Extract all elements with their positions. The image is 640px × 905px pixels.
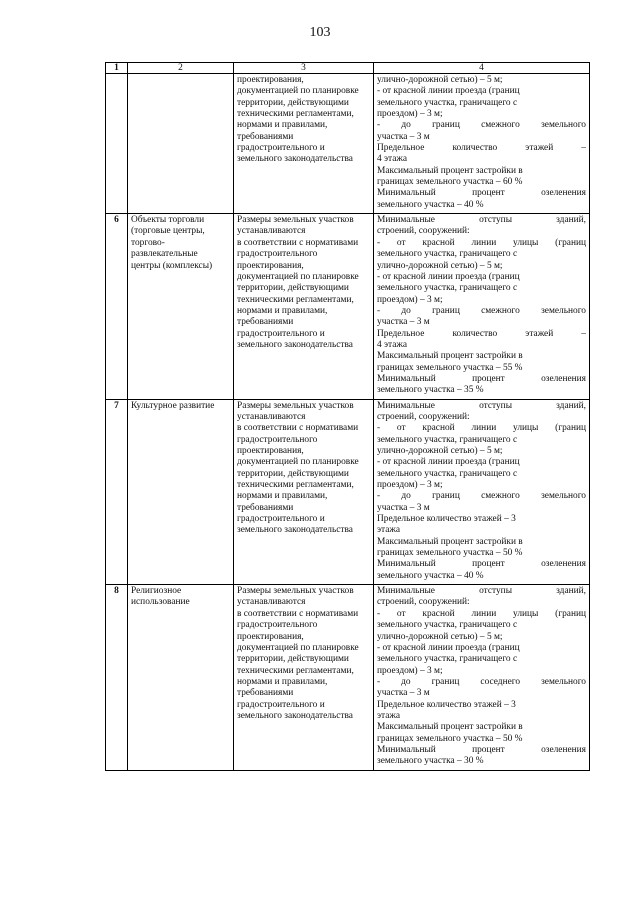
table-row bbox=[106, 585, 590, 771]
building-parameters-line: улично-дорожной сетью) – 5 м; bbox=[377, 260, 503, 271]
page-number: 103 bbox=[309, 25, 331, 40]
building-parameters bbox=[374, 399, 590, 585]
row-number: 6 bbox=[106, 214, 128, 400]
building-parameters-line: Предельное количество этажей – bbox=[377, 328, 586, 339]
plot-size-rules bbox=[234, 74, 374, 214]
use-type-name-line: (торговые центры, bbox=[131, 226, 205, 237]
zoning-table bbox=[105, 62, 590, 771]
plot-size-rules-line: Размеры земельных участков bbox=[237, 586, 354, 597]
plot-size-rules-line: территории, действующими bbox=[237, 283, 349, 294]
building-parameters-line: Минимальный процент озеленения bbox=[377, 188, 586, 199]
plot-size-rules-line: территории, действующими bbox=[237, 654, 349, 665]
building-parameters-line: - от красной линии проезда (границ bbox=[377, 86, 520, 97]
building-parameters-line: земельного участка – 35 % bbox=[377, 385, 484, 396]
plot-size-rules-line: земельного законодательства bbox=[237, 154, 353, 165]
building-parameters-line: Минимальные отступы зданий, bbox=[377, 400, 586, 411]
building-parameters-line: - от красной линии улицы (границ bbox=[377, 423, 586, 434]
building-parameters-line: - от красной линии проезда (границ bbox=[377, 271, 520, 282]
plot-size-rules-line: градостроительного bbox=[237, 434, 318, 445]
building-parameters-line: - от красной линии улицы (границ bbox=[377, 237, 586, 248]
building-parameters-line: участка – 3 м bbox=[377, 317, 430, 328]
building-parameters-line: проездом) – 3 м; bbox=[377, 665, 443, 676]
plot-size-rules-line: требованиями bbox=[237, 502, 294, 513]
building-parameters-line: участка – 3 м bbox=[377, 688, 430, 699]
plot-size-rules bbox=[234, 399, 374, 585]
plot-size-rules bbox=[234, 585, 374, 771]
building-parameters-line: Предельное количество этажей – bbox=[377, 143, 586, 154]
building-parameters-line: границах земельного участка – 50 % bbox=[377, 548, 523, 559]
building-parameters-line: земельного участка, граничащего с bbox=[377, 468, 518, 479]
building-parameters-line: - до границ смежного земельного bbox=[377, 305, 586, 316]
header-col-2: 2 bbox=[128, 63, 234, 74]
use-type-name-line: центры (комплексы) bbox=[131, 260, 213, 271]
plot-size-rules-line: нормами и правилами, bbox=[237, 491, 328, 502]
use-type-name-line: использование bbox=[131, 597, 190, 608]
building-parameters-line: Максимальный процент застройки в bbox=[377, 536, 523, 547]
building-parameters bbox=[374, 74, 590, 214]
table-row bbox=[106, 214, 590, 400]
building-parameters-line: Предельное количество этажей – 3 bbox=[377, 514, 516, 525]
building-parameters-line: строений, сооружений: bbox=[377, 411, 470, 422]
building-parameters-line: улично-дорожной сетью) – 5 м; bbox=[377, 631, 503, 642]
table-row bbox=[106, 74, 590, 214]
plot-size-rules-line: техническими регламентами, bbox=[237, 109, 354, 120]
plot-size-rules-line: земельного законодательства bbox=[237, 525, 353, 536]
header-col-4: 4 bbox=[374, 63, 590, 74]
building-parameters-line: земельного участка, граничащего с bbox=[377, 283, 518, 294]
building-parameters-line: Максимальный процент застройки в bbox=[377, 351, 523, 362]
building-parameters-line: 4 этажа bbox=[377, 154, 408, 165]
plot-size-rules-line: проектирования, bbox=[237, 446, 304, 456]
building-parameters-line: границах земельного участка – 55 % bbox=[377, 362, 523, 373]
plot-size-rules-line: проектирования, bbox=[237, 75, 304, 85]
building-parameters-line: земельного участка, граничащего с bbox=[377, 97, 518, 108]
table-header-row bbox=[106, 63, 590, 74]
building-parameters-line: 4 этажа bbox=[377, 339, 408, 350]
building-parameters-line: земельного участка – 40 % bbox=[377, 570, 484, 581]
building-parameters-line: - от красной линии проезда (границ bbox=[377, 457, 520, 468]
plot-size-rules-line: устанавливаются bbox=[237, 597, 306, 608]
plot-size-rules-line: Размеры земельных участков bbox=[237, 215, 354, 226]
row-number: 7 bbox=[106, 399, 128, 585]
plot-size-rules-line: градостроительного и bbox=[237, 514, 325, 525]
plot-size-rules-line: техническими регламентами, bbox=[237, 665, 354, 676]
use-type-name-line: развлекательные bbox=[131, 249, 198, 260]
use-type-name bbox=[128, 399, 234, 585]
use-type-name-line: Религиозное bbox=[131, 586, 182, 597]
plot-size-rules-line: градостроительного bbox=[237, 620, 318, 631]
plot-size-rules-line: техническими регламентами, bbox=[237, 294, 354, 305]
plot-size-rules-line: устанавливаются bbox=[237, 226, 306, 237]
plot-size-rules-line: устанавливаются bbox=[237, 411, 306, 422]
use-type-name-line: торгово- bbox=[131, 237, 165, 248]
plot-size-rules-line: земельного законодательства bbox=[237, 339, 353, 350]
building-parameters-line: земельного участка, граничащего с bbox=[377, 434, 518, 445]
plot-size-rules-line: проектирования, bbox=[237, 631, 304, 642]
plot-size-rules-line: документацией по планировке bbox=[237, 86, 359, 97]
plot-size-rules-line: требованиями bbox=[237, 688, 294, 699]
building-parameters-line: строений, сооружений: bbox=[377, 226, 470, 237]
plot-size-rules-line: территории, действующими bbox=[237, 97, 349, 108]
building-parameters-line: - от красной линии проезда (границ bbox=[377, 642, 520, 653]
header-col-1: 1 bbox=[106, 63, 128, 74]
building-parameters-line: Минимальный процент озеленения bbox=[377, 559, 586, 570]
row-number: 8 bbox=[106, 585, 128, 771]
plot-size-rules-line: проектирования, bbox=[237, 260, 304, 271]
building-parameters-line: этажа bbox=[377, 525, 401, 536]
building-parameters-line: проездом) – 3 м; bbox=[377, 109, 443, 120]
building-parameters-line: Максимальный процент застройки в bbox=[377, 722, 523, 733]
plot-size-rules-line: документацией по планировке bbox=[237, 457, 359, 468]
plot-size-rules-line: требованиями bbox=[237, 131, 294, 142]
building-parameters-line: земельного участка, граничащего с bbox=[377, 654, 518, 665]
use-type-name-line: Культурное развитие bbox=[131, 400, 215, 411]
building-parameters-line: земельного участка, граничащего с bbox=[377, 620, 518, 631]
building-parameters-line: участка – 3 м bbox=[377, 502, 430, 513]
building-parameters-line: участка – 3 м bbox=[377, 131, 430, 142]
plot-size-rules bbox=[234, 214, 374, 400]
building-parameters-line: Максимальный процент застройки в bbox=[377, 165, 523, 176]
table-row bbox=[106, 399, 590, 585]
building-parameters bbox=[374, 585, 590, 771]
plot-size-rules-line: требованиями bbox=[237, 317, 294, 328]
plot-size-rules-line: градостроительного bbox=[237, 249, 318, 260]
plot-size-rules-line: документацией по планировке bbox=[237, 642, 359, 653]
use-type-name-line: Объекты торговли bbox=[131, 215, 205, 226]
building-parameters-line: земельного участка – 30 % bbox=[377, 756, 484, 767]
plot-size-rules-line: земельного законодательства bbox=[237, 710, 353, 721]
building-parameters-line: земельного участка, граничащего с bbox=[377, 249, 518, 260]
plot-size-rules-line: в соответствии с нормативами bbox=[237, 608, 359, 619]
building-parameters-line: проездом) – 3 м; bbox=[377, 294, 443, 305]
building-parameters-line: - от красной линии улицы (границ bbox=[377, 608, 586, 619]
plot-size-rules-line: территории, действующими bbox=[237, 468, 349, 479]
zoning-table-body bbox=[106, 63, 590, 771]
building-parameters-line: Минимальные отступы зданий, bbox=[377, 586, 586, 597]
building-parameters-line: границах земельного участка – 60 % bbox=[377, 177, 523, 188]
row-number bbox=[106, 74, 128, 214]
plot-size-rules-line: нормами и правилами, bbox=[237, 676, 328, 687]
building-parameters-line: улично-дорожной сетью) – 5 м; bbox=[377, 446, 503, 456]
building-parameters-line: проездом) – 3 м; bbox=[377, 480, 443, 491]
use-type-name bbox=[128, 585, 234, 771]
building-parameters-line: строений, сооружений: bbox=[377, 597, 470, 608]
plot-size-rules-line: в соответствии с нормативами bbox=[237, 237, 359, 248]
building-parameters-line: этажа bbox=[377, 710, 401, 721]
building-parameters-line: улично-дорожной сетью) – 5 м; bbox=[377, 75, 503, 85]
use-type-name bbox=[128, 214, 234, 400]
plot-size-rules-line: документацией по планировке bbox=[237, 271, 359, 282]
building-parameters-line: Минимальный процент озеленения bbox=[377, 373, 586, 384]
header-col-3: 3 bbox=[234, 63, 374, 74]
building-parameters-line: Минимальный процент озеленения bbox=[377, 744, 586, 755]
plot-size-rules-line: техническими регламентами, bbox=[237, 480, 354, 491]
plot-size-rules-line: нормами и правилами, bbox=[237, 305, 328, 316]
building-parameters-line: земельного участка – 40 % bbox=[377, 199, 484, 210]
plot-size-rules-line: градостроительного и bbox=[237, 699, 325, 710]
building-parameters-line: - до границ смежного земельного bbox=[377, 491, 586, 502]
building-parameters-line: границах земельного участка – 50 % bbox=[377, 733, 523, 744]
building-parameters bbox=[374, 214, 590, 400]
plot-size-rules-line: в соответствии с нормативами bbox=[237, 423, 359, 434]
building-parameters-line: Предельное количество этажей – 3 bbox=[377, 699, 516, 710]
building-parameters-line: - до границ смежного земельного bbox=[377, 120, 586, 131]
plot-size-rules-line: Размеры земельных участков bbox=[237, 400, 354, 411]
plot-size-rules-line: нормами и правилами, bbox=[237, 120, 328, 131]
use-type-name bbox=[128, 74, 234, 214]
building-parameters-line: Минимальные отступы зданий, bbox=[377, 215, 586, 226]
building-parameters-line: - до границ соседнего земельного bbox=[377, 676, 586, 687]
plot-size-rules-line: градостроительного и bbox=[237, 328, 325, 339]
plot-size-rules-line: градостроительного и bbox=[237, 143, 325, 154]
